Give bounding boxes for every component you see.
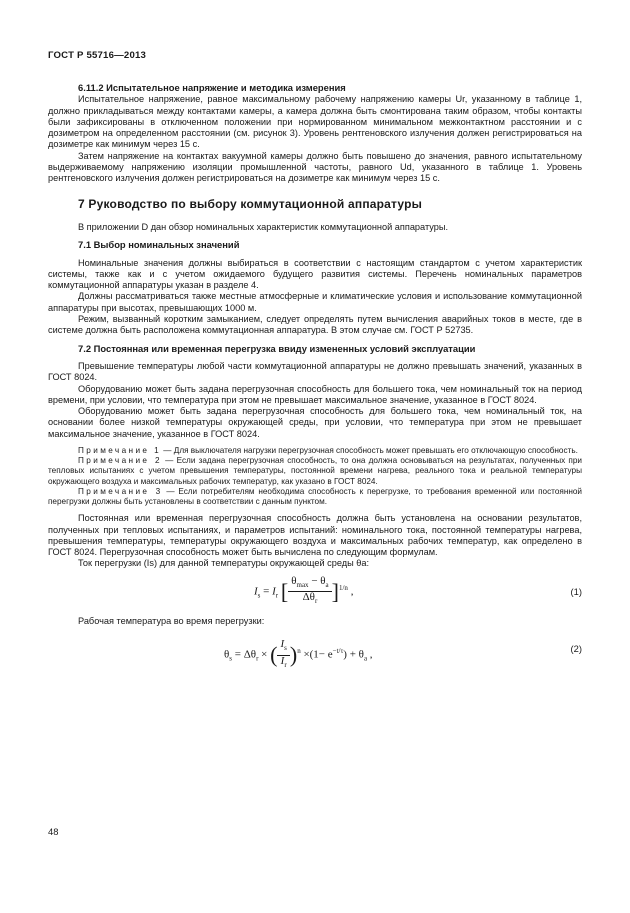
paragraph: Затем напряжение на контактах вакуумной камеры должно быть повышено до значения, равного испытательному выдерживаемому напряжению изоляции промышленной частоты, равного Ud, указанного в таблице 1. Уровень рентгеновского излучения должен регистрироваться на дозиметре как минимум через 15 с.	[48, 150, 582, 184]
paragraph: Ток перегрузки (Is) для данной температуры окружающей среды θa:	[78, 558, 370, 569]
note-1: Примечание 1 — Для выключателя нагрузки перегрузочная способность может превышать его отключающую способность.	[78, 446, 578, 456]
paragraph: Рабочая температура во время перегрузки:	[78, 615, 265, 626]
paragraph: Постоянная или временная перегрузочная способность должна быть установлена на основании результатов, полученных при тепловых испытаниях, и параметров испытаний: номинального тока, постоянной температуры нагрева, превышения температуры, температуры окружающего воздуха и максимальных рабочих температур, как определено в ГОСТ 8024. Перегрузочная способность может быть вычислена по следующим формулам.	[48, 513, 582, 558]
formula-2	[48, 633, 582, 667]
heading-6-11-2: 6.11.2 Испытательное напряжение и методика измерения	[78, 82, 346, 93]
paragraph: В приложении D дан обзор номинальных характеристик коммутационной аппаратуры.	[78, 221, 449, 232]
formula-1	[48, 576, 582, 610]
heading-7-2: 7.2 Постоянная или временная перегрузка ввиду измененных условий эксплуатации	[78, 342, 476, 354]
heading-7-1: 7.1 Выбор номинальных значений	[78, 239, 240, 251]
paragraph: Превышение температуры любой части коммутационной аппаратуры не должно превышать значений, указанных в ГОСТ 8024.	[48, 360, 582, 383]
formula-2-body: $\theta_s = \Delta\theta_r$ × ( $\frac{I_s}{I_r}$ )$^n \times(1- e^{-t/\tau}) + \theta_a$ ,	[224, 638, 373, 669]
paragraph: Должны рассматриваться также местные атмосферные и климатические условия и использование коммутационной аппаратуры при высотах, превышающих 1000 м.	[48, 291, 582, 313]
note-2: Примечание 2 — Если задана перегрузочная способность, то она должна основываться на результатах, полученных при тепловых испытаниях с учетом превышения температуры, постоянной времени нагрева, реального тока и реальной температуры окружающего воздуха и максимальных рабочих температур, как указано в ГОСТ 8024.	[48, 456, 582, 486]
paragraph: Режим, вызванный коротким замыканием, следует определять путем вычисления аварийных токов в месте, где в системе должна быть расположена коммутационная аппаратура. В этом случае см. ГОСТ Р 52735.	[48, 314, 582, 336]
document-code: ГОСТ Р 55716—2013	[48, 50, 147, 61]
paragraph: Номинальные значения должны выбираться в соответствии с настоящим стандартом с учетом характеристик системы, также как и с учетом ожидаемого будущего развития системы. Перечень номинальных параметров коммутационной аппаратуры указан в разделе 4.	[48, 257, 582, 291]
paragraph: Оборудованию может быть задана перегрузочная способность для большего тока, чем номинальный ток на период времени, при условии, что температура при этом не превышает максимальное значение, указанное в ГОСТ 8024.	[48, 383, 582, 405]
paragraph: Испытательное напряжение, равное максимальному рабочему напряжению камеры Ur, указанному в таблице 1, должно прикладываться между контактами камеры, а камера должна быть смонтирована таким образом, чтобы контакты были зафиксированы в отключенном положении при нормированном минимальном межконтактном расстоянии и с дозиметром на определенном расстоянии (см. рисунок 3). Уровень рентгеновского излучения должен регистрироваться на дозиметре как минимум через 15 с.	[48, 94, 582, 150]
note-3: Примечание 3 — Если потребителям необходима способность к перегрузке, то требования временной или постоянной перегрузки должны быть установлены в соответствии с данным пунктом.	[48, 486, 582, 507]
paragraph: Оборудованию может быть задана перегрузочная способность для большего тока, чем номинальный ток, на основании более низкой температуры окружающей среды, при условии, что температура при этом не превышает максимальное значение, указанное в ГОСТ 8024.	[48, 406, 582, 439]
heading-section-7: 7 Руководство по выбору коммутационной аппаратуры	[78, 196, 423, 211]
formula-1-body: $I_s = I_r$ [ $\frac{\theta_{max} - \theta_a}{\Delta\theta_r}$ ]$^{1/n}$ ,	[254, 574, 354, 606]
formula-2-number: (2)	[570, 643, 582, 655]
formula-1-number: (1)	[570, 585, 582, 597]
page-content	[48, 82, 582, 673]
page-number: 48	[48, 826, 59, 837]
